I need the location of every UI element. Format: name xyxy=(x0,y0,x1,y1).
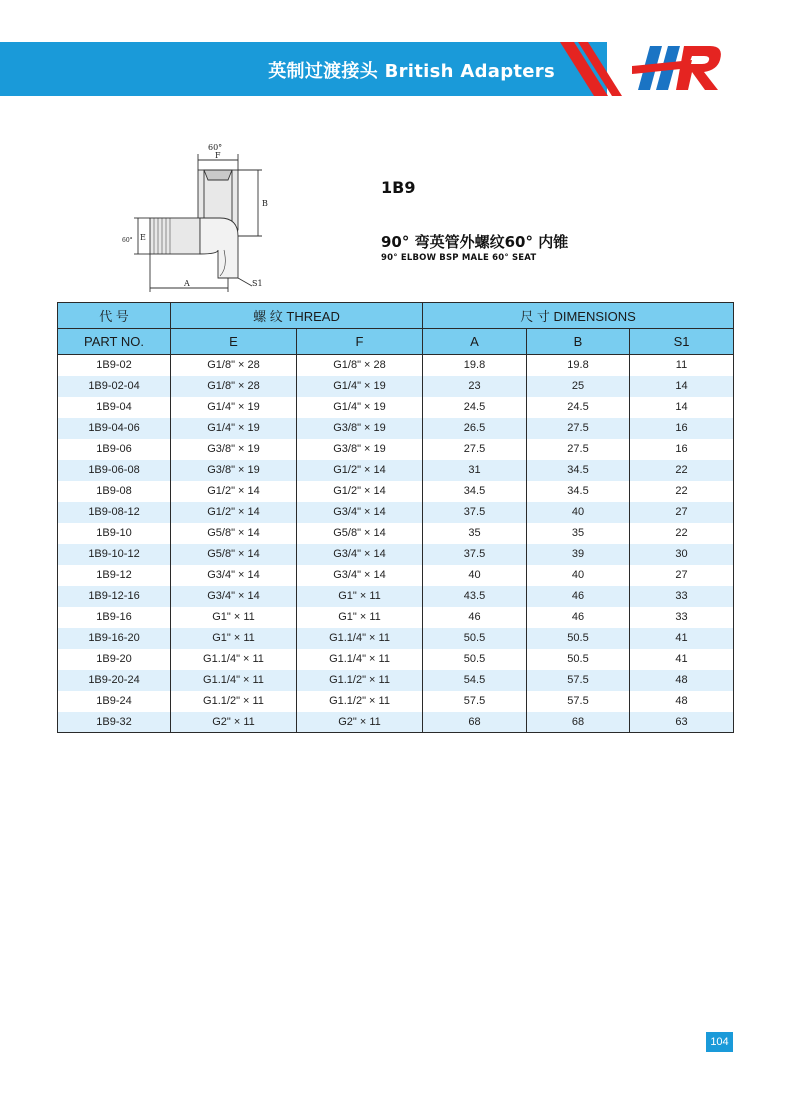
cell-thread-f: G1.1/4" × 11 xyxy=(297,649,423,670)
cell-part-no: 1B9-32 xyxy=(58,712,171,733)
cell-thread-e: G1/8" × 28 xyxy=(171,355,297,376)
label-a: A xyxy=(184,279,190,288)
header-dimensions: 尺 寸 DIMENSIONS xyxy=(423,303,734,329)
cell-dim-a: 54.5 xyxy=(423,670,527,691)
table-row xyxy=(58,418,734,439)
label-s1: S1 xyxy=(252,279,263,288)
table-row xyxy=(58,607,734,628)
cell-dim-b: 34.5 xyxy=(527,460,630,481)
cell-thread-f: G1/2" × 14 xyxy=(297,481,423,502)
cell-dim-b: 50.5 xyxy=(527,649,630,670)
cell-dim-a: 37.5 xyxy=(423,544,527,565)
cell-dim-b: 40 xyxy=(527,502,630,523)
cell-dim-s1: 48 xyxy=(630,670,734,691)
cell-dim-b: 57.5 xyxy=(527,691,630,712)
cell-dim-b: 40 xyxy=(527,565,630,586)
cell-dim-s1: 48 xyxy=(630,691,734,712)
cell-part-no: 1B9-12 xyxy=(58,565,171,586)
cell-thread-f: G3/4" × 14 xyxy=(297,565,423,586)
cell-thread-e: G3/4" × 14 xyxy=(171,586,297,607)
cell-dim-s1: 33 xyxy=(630,586,734,607)
col-b: B xyxy=(527,329,630,355)
cell-thread-f: G1.1/2" × 11 xyxy=(297,670,423,691)
col-a: A xyxy=(423,329,527,355)
cell-dim-s1: 22 xyxy=(630,460,734,481)
col-part-no: PART NO. xyxy=(58,329,171,355)
cell-thread-e: G1/2" × 14 xyxy=(171,481,297,502)
product-code: 1B9 xyxy=(381,178,416,197)
cell-dim-a: 46 xyxy=(423,607,527,628)
cell-thread-f: G2" × 11 xyxy=(297,712,423,733)
cell-dim-b: 25 xyxy=(527,376,630,397)
cell-part-no: 1B9-08-12 xyxy=(58,502,171,523)
cell-part-no: 1B9-02 xyxy=(58,355,171,376)
cell-thread-f: G1/4" × 19 xyxy=(297,376,423,397)
cell-thread-e: G5/8" × 14 xyxy=(171,544,297,565)
table-row xyxy=(58,628,734,649)
cell-dim-a: 43.5 xyxy=(423,586,527,607)
cell-dim-b: 46 xyxy=(527,586,630,607)
table-row xyxy=(58,544,734,565)
cell-dim-b: 68 xyxy=(527,712,630,733)
cell-dim-a: 31 xyxy=(423,460,527,481)
cell-thread-e: G1.1/4" × 11 xyxy=(171,649,297,670)
cell-dim-s1: 14 xyxy=(630,376,734,397)
cell-thread-e: G1" × 11 xyxy=(171,628,297,649)
table-row xyxy=(58,670,734,691)
header-title: 英制过渡接头 British Adapters xyxy=(268,61,555,82)
label-f: F xyxy=(215,151,221,160)
cell-thread-f: G1.1/2" × 11 xyxy=(297,691,423,712)
cell-dim-a: 68 xyxy=(423,712,527,733)
cell-part-no: 1B9-20-24 xyxy=(58,670,171,691)
cell-dim-b: 46 xyxy=(527,607,630,628)
cell-dim-s1: 63 xyxy=(630,712,734,733)
label-b: B xyxy=(262,199,268,208)
cell-dim-b: 27.5 xyxy=(527,439,630,460)
col-f: F xyxy=(297,329,423,355)
spec-table-body xyxy=(58,355,734,733)
cell-dim-a: 23 xyxy=(423,376,527,397)
cell-part-no: 1B9-06 xyxy=(58,439,171,460)
header-band xyxy=(0,42,607,96)
label-e: E xyxy=(140,233,146,242)
table-row xyxy=(58,439,734,460)
header-part-cn: 代 号 xyxy=(58,303,171,329)
cell-dim-a: 26.5 xyxy=(423,418,527,439)
cell-dim-s1: 27 xyxy=(630,502,734,523)
cell-thread-f: G5/8" × 14 xyxy=(297,523,423,544)
header-stripes-decoration xyxy=(560,42,640,96)
cell-dim-s1: 22 xyxy=(630,523,734,544)
cell-dim-b: 19.8 xyxy=(527,355,630,376)
cell-dim-s1: 33 xyxy=(630,607,734,628)
table-row xyxy=(58,397,734,418)
cell-thread-e: G3/8" × 19 xyxy=(171,460,297,481)
header-thread: 螺 纹 THREAD xyxy=(171,303,423,329)
cell-dim-a: 40 xyxy=(423,565,527,586)
table-row xyxy=(58,691,734,712)
col-s1: S1 xyxy=(630,329,734,355)
cell-dim-s1: 30 xyxy=(630,544,734,565)
cell-part-no: 1B9-10-12 xyxy=(58,544,171,565)
cell-part-no: 1B9-02-04 xyxy=(58,376,171,397)
cell-dim-s1: 27 xyxy=(630,565,734,586)
cell-thread-e: G3/4" × 14 xyxy=(171,565,297,586)
cell-dim-a: 50.5 xyxy=(423,628,527,649)
cell-part-no: 1B9-16 xyxy=(58,607,171,628)
cell-thread-e: G1/2" × 14 xyxy=(171,502,297,523)
table-row xyxy=(58,586,734,607)
cell-dim-a: 34.5 xyxy=(423,481,527,502)
cell-dim-a: 57.5 xyxy=(423,691,527,712)
cell-dim-b: 57.5 xyxy=(527,670,630,691)
cell-thread-f: G1/4" × 19 xyxy=(297,397,423,418)
cell-thread-e: G1/4" × 19 xyxy=(171,418,297,439)
cell-thread-f: G1" × 11 xyxy=(297,586,423,607)
cell-dim-s1: 11 xyxy=(630,355,734,376)
table-row xyxy=(58,376,734,397)
table-row xyxy=(58,355,734,376)
cell-thread-e: G1/8" × 28 xyxy=(171,376,297,397)
product-name-en: 90° ELBOW BSP MALE 60° SEAT xyxy=(381,253,537,263)
cell-thread-e: G2" × 11 xyxy=(171,712,297,733)
cell-dim-a: 50.5 xyxy=(423,649,527,670)
product-name-cn: 90° 弯英管外螺纹60° 内锥 xyxy=(381,233,569,251)
cell-dim-a: 35 xyxy=(423,523,527,544)
cell-dim-b: 39 xyxy=(527,544,630,565)
cell-dim-s1: 16 xyxy=(630,418,734,439)
cell-dim-s1: 14 xyxy=(630,397,734,418)
table-row xyxy=(58,460,734,481)
cell-dim-s1: 22 xyxy=(630,481,734,502)
label-angle-top: 60° xyxy=(208,143,223,152)
table-row xyxy=(58,565,734,586)
table-row xyxy=(58,523,734,544)
label-angle-side: 60° xyxy=(122,237,133,244)
cell-thread-e: G5/8" × 14 xyxy=(171,523,297,544)
table-row xyxy=(58,502,734,523)
cell-part-no: 1B9-16-20 xyxy=(58,628,171,649)
cell-dim-a: 19.8 xyxy=(423,355,527,376)
cell-dim-a: 24.5 xyxy=(423,397,527,418)
cell-part-no: 1B9-04-06 xyxy=(58,418,171,439)
cell-thread-e: G1" × 11 xyxy=(171,607,297,628)
cell-thread-e: G1.1/2" × 11 xyxy=(171,691,297,712)
cell-dim-b: 24.5 xyxy=(527,397,630,418)
cell-thread-f: G1" × 11 xyxy=(297,607,423,628)
cell-part-no: 1B9-24 xyxy=(58,691,171,712)
hr-logo xyxy=(632,38,727,100)
cell-dim-b: 50.5 xyxy=(527,628,630,649)
cell-thread-f: G1.1/4" × 11 xyxy=(297,628,423,649)
cell-part-no: 1B9-08 xyxy=(58,481,171,502)
page-number: 104 xyxy=(706,1032,733,1052)
cell-thread-f: G1/2" × 14 xyxy=(297,460,423,481)
table-row xyxy=(58,481,734,502)
table-row xyxy=(58,712,734,733)
cell-part-no: 1B9-04 xyxy=(58,397,171,418)
cell-part-no: 1B9-12-16 xyxy=(58,586,171,607)
cell-thread-f: G3/4" × 14 xyxy=(297,502,423,523)
cell-thread-f: G3/8" × 19 xyxy=(297,439,423,460)
cell-thread-f: G3/8" × 19 xyxy=(297,418,423,439)
cell-thread-e: G3/8" × 19 xyxy=(171,439,297,460)
cell-part-no: 1B9-10 xyxy=(58,523,171,544)
cell-dim-a: 27.5 xyxy=(423,439,527,460)
cell-thread-e: G1/4" × 19 xyxy=(171,397,297,418)
cell-part-no: 1B9-20 xyxy=(58,649,171,670)
spec-table xyxy=(57,302,734,733)
col-e: E xyxy=(171,329,297,355)
cell-thread-f: G1/8" × 28 xyxy=(297,355,423,376)
cell-dim-s1: 16 xyxy=(630,439,734,460)
cell-dim-b: 34.5 xyxy=(527,481,630,502)
table-row xyxy=(58,649,734,670)
cell-dim-s1: 41 xyxy=(630,628,734,649)
cell-thread-f: G3/4" × 14 xyxy=(297,544,423,565)
elbow-fitting-drawing xyxy=(120,140,280,300)
cell-dim-a: 37.5 xyxy=(423,502,527,523)
cell-dim-b: 35 xyxy=(527,523,630,544)
cell-thread-e: G1.1/4" × 11 xyxy=(171,670,297,691)
cell-dim-s1: 41 xyxy=(630,649,734,670)
cell-part-no: 1B9-06-08 xyxy=(58,460,171,481)
cell-dim-b: 27.5 xyxy=(527,418,630,439)
